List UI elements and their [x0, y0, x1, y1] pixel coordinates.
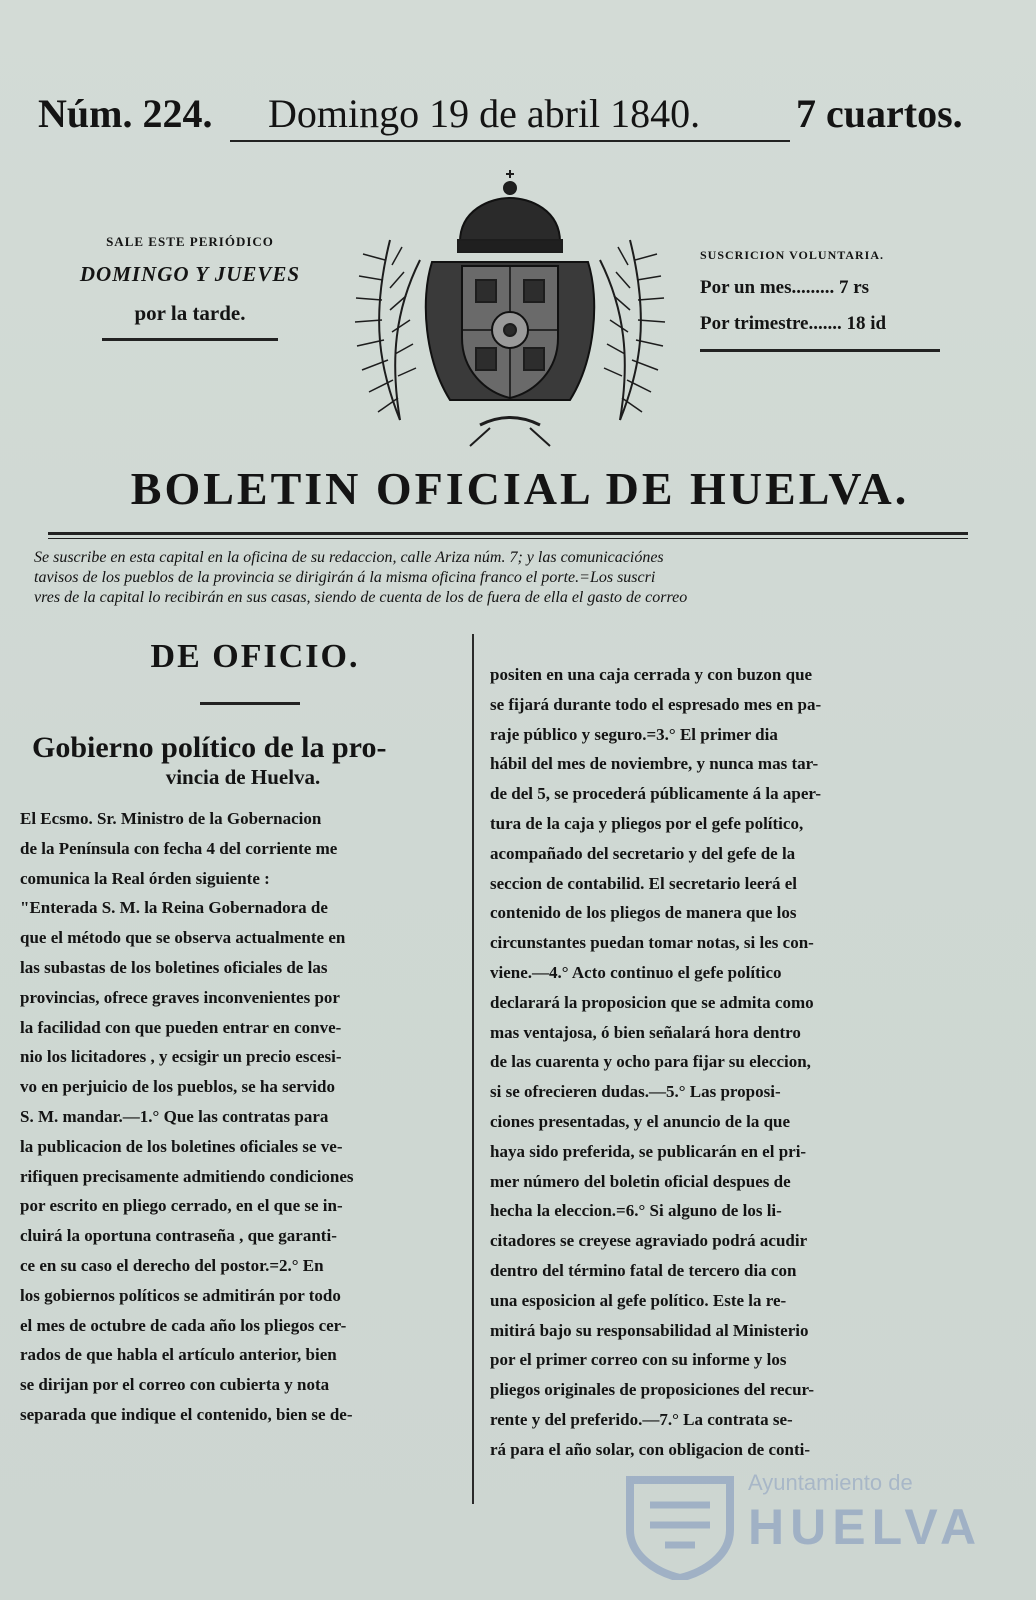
notice-line: tavisos de los pueblos de la provincia se dirigirán á la misma oficina franco el porte.=Los suscri — [34, 569, 656, 586]
text-line: de del 5, se procederá públicamente á la aper- — [490, 784, 821, 804]
article-heading-continued: vincia de Huelva. — [165, 765, 321, 789]
text-line: se dirijan por el correo con cubierta y nota — [20, 1375, 330, 1395]
text-line: hecha la eleccion.=6.° Si alguno de los li- — [490, 1201, 782, 1221]
city-shield-icon — [620, 1470, 740, 1580]
text-line: mas ventajosa, ó bien señalará hora dentro — [490, 1022, 801, 1042]
text-line: acompañado del secretario y del gefe de la — [490, 843, 796, 863]
text-line: hábil del mes de noviembre, y nunca mas tar- — [490, 754, 819, 774]
text-line: de la Península con fecha 4 del corriente me — [20, 838, 338, 858]
monthly-label: Por un mes......... — [700, 277, 835, 298]
article-body-left — [20, 804, 460, 1430]
text-line: El Ecsmo. Sr. Ministro de la Gobernacion — [20, 809, 322, 828]
title-rule — [48, 532, 968, 535]
text-line: mer número del boletin oficial despues de — [490, 1171, 791, 1191]
text-line: nio los licitadores , y ecsigir un precio escesi- — [20, 1047, 342, 1067]
subscription-rule — [700, 349, 940, 352]
right-column — [490, 660, 940, 1465]
text-line: rifiquen precisamente admitiendo condiciones — [20, 1166, 354, 1186]
notice-line: Se suscribe en esta capital en la oficina de su redaccion, calle Ariza núm. 7; y las comunicaciónes — [34, 549, 664, 566]
text-line: rados de que habla el artículo anterior, bien — [20, 1345, 337, 1365]
issue-date: Domingo 19 de abril 1840. — [268, 91, 701, 136]
left-column — [20, 638, 460, 1430]
monthly-price: 7 rs — [838, 277, 870, 298]
text-line: S. M. mandar.—1.° Que las contratas para — [20, 1106, 329, 1126]
text-line: por el primer correo con su informe y los — [490, 1350, 787, 1370]
text-line: citadores se creyese agraviado podrá acudir — [490, 1231, 808, 1251]
watermark-line1: Ayuntamiento de — [748, 1470, 913, 1495]
text-line: por escrito en pliego cerrado, en el que se in- — [20, 1196, 343, 1216]
text-line: se fijará durante todo el espresado mes en pa- — [490, 694, 822, 714]
article-body-right — [490, 660, 940, 1465]
text-line: circunstantes puedan tomar notas, si les con- — [490, 933, 814, 953]
article-heading: Gobierno político de la pro- — [32, 731, 387, 764]
text-line: contenido de los pliegos de manera que los — [490, 903, 797, 923]
text-line: seccion de contabilid. El secretario leerá el — [490, 873, 798, 893]
text-line: declarará la proposicion que se admita como — [490, 992, 814, 1012]
schedule-days: DOMINGO Y JUEVES — [79, 262, 301, 286]
title-rule-thin — [48, 538, 968, 539]
text-line: que el método que se observa actualmente en — [20, 928, 346, 948]
text-line: el mes de octubre de cada año los pliegos cer- — [20, 1315, 347, 1335]
text-line: de las cuarenta y ocho para fijar su eleccion, — [490, 1052, 811, 1072]
quarterly-price: 18 id — [846, 313, 887, 334]
masthead-rule — [230, 140, 790, 142]
section-title: DE OFICIO. — [150, 638, 360, 675]
text-line: los gobiernos políticos se admitirán por todo — [20, 1285, 341, 1305]
text-line: tura de la caja y pliegos por el gefe político, — [490, 813, 804, 833]
text-line: positen en una caja cerrada y con buzon que — [490, 665, 813, 684]
publication-schedule — [40, 234, 340, 341]
royal-coat-of-arms-icon — [340, 170, 680, 450]
text-line: ce en su caso el derecho del postor.=2.° En — [20, 1255, 324, 1275]
schedule-time: por la tarde. — [134, 301, 246, 325]
section-rule — [200, 702, 300, 705]
text-line: rá para el año solar, con obligacion de conti- — [490, 1439, 811, 1459]
text-line: raje público y seguro.=3.° El primer dia — [490, 724, 778, 744]
text-line: "Enterada S. M. la Reina Gobernadora de — [20, 898, 328, 918]
issue-number: Núm. 224. — [38, 91, 213, 136]
text-line: rente y del preferido.—7.° La contrata se- — [490, 1409, 793, 1429]
quarterly-label: Por trimestre....... — [700, 313, 842, 334]
newspaper-title: BOLETIN OFICIAL DE HUELVA. — [130, 463, 910, 514]
text-line: pliegos originales de proposiciones del recur- — [490, 1380, 815, 1400]
watermark — [620, 1470, 983, 1580]
subscription-notice — [34, 548, 978, 608]
text-line: comunica la Real órden siguiente : — [20, 868, 270, 888]
subscription-monthly — [700, 277, 960, 299]
watermark-line2: HUELVA — [748, 1499, 983, 1555]
text-line: cluirá la oportuna contraseña , que garanti- — [20, 1226, 337, 1246]
text-line: la publicacion de los boletines oficiales se ve- — [20, 1136, 343, 1156]
text-line: vo en perjuicio de los pueblos, se ha servido — [20, 1077, 335, 1097]
subscription-quarterly — [700, 313, 960, 335]
schedule-intro: SALE ESTE PERIÓDICO — [106, 234, 274, 249]
text-line: la facilidad con que pueden entrar en conve- — [20, 1017, 342, 1037]
schedule-rule — [102, 338, 278, 341]
text-line: haya sido preferida, se publicarán en el pri- — [490, 1141, 807, 1161]
text-line: las subastas de los boletines oficiales de las — [20, 957, 328, 977]
issue-price: 7 cuartos. — [796, 91, 963, 136]
text-line: una esposicion al gefe político. Este la re- — [490, 1290, 787, 1310]
subscription-header: SUSCRICION VOLUNTARIA. — [700, 248, 885, 262]
text-line: si se ofrecieren dudas.—5.° Las proposi- — [490, 1082, 781, 1102]
subscription-box — [700, 248, 960, 352]
text-line: viene.—4.° Acto continuo el gefe político — [490, 962, 782, 982]
notice-line: vres de la capital lo recibirán en sus casas, siendo de cuenta de los de fuera de ella el gasto de correo — [34, 589, 688, 606]
text-line: separada que indique el contenido, bien se de- — [20, 1404, 353, 1424]
column-divider — [472, 634, 474, 1504]
text-line: provincias, ofrece graves inconvenientes por — [20, 987, 340, 1007]
text-line: ciones presentadas, y el anuncio de la que — [490, 1111, 791, 1131]
text-line: mitirá bajo su responsabilidad al Ministerio — [490, 1320, 809, 1340]
text-line: dentro del término fatal de tercero dia con — [490, 1260, 797, 1280]
